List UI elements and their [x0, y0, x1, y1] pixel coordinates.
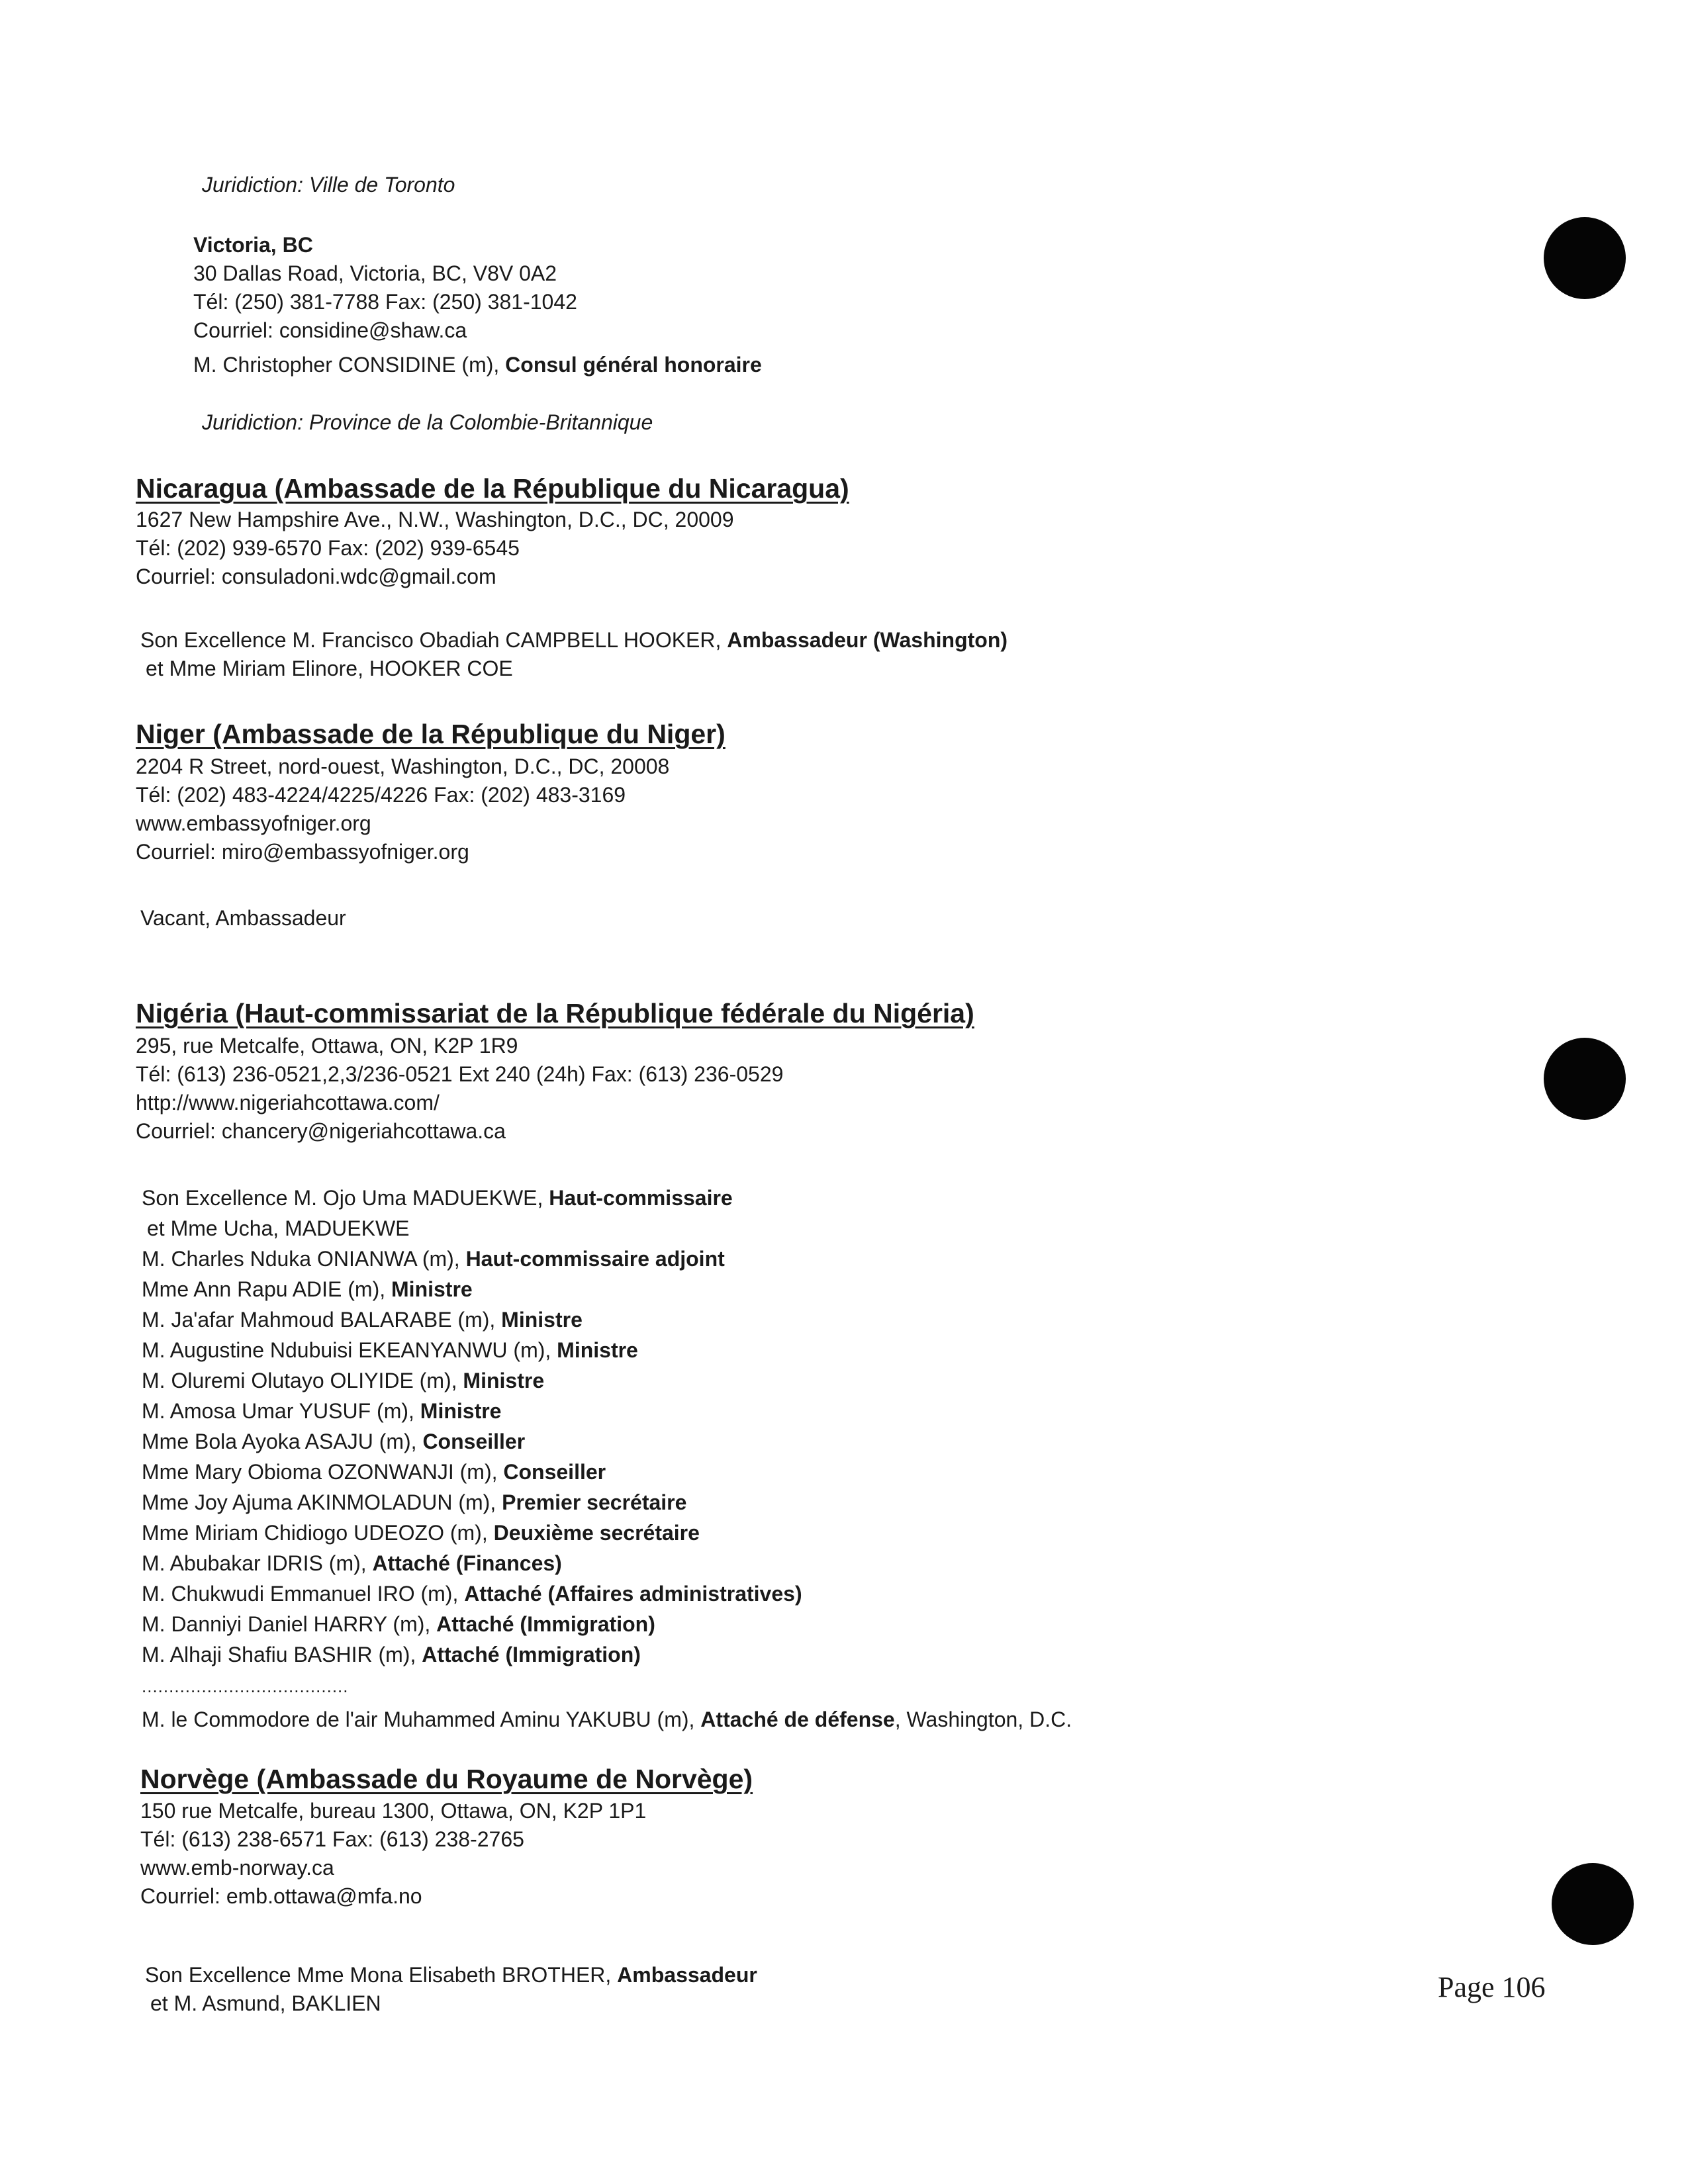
nigeria-contact — [136, 1032, 783, 1146]
staff-line: M. Oluremi Olutayo OLIYIDE (m), Ministre — [142, 1369, 545, 1392]
staff-line: M. Danniyi Daniel HARRY (m), Attaché (Immigration) — [142, 1612, 655, 1636]
staff-line: M. Ja'afar Mahmoud BALARABE (m), Ministre — [142, 1308, 583, 1332]
nigeria-heading: Nigéria (Haut-commissariat de la République fédérale du Nigéria) — [136, 998, 974, 1028]
staff-line: et Mme Miriam Elinore, HOOKER COE — [146, 657, 513, 680]
victoria-person-title: Consul général honoraire — [505, 353, 762, 377]
toronto-jurisdiction: Juridiction: Ville de Toronto — [202, 173, 455, 197]
nigeria-separator: ...................................... — [142, 1676, 349, 1696]
norvege-email: Courriel: emb.ottawa@mfa.no — [140, 1884, 422, 1908]
victoria-person-name: M. Christopher CONSIDINE (m), — [193, 353, 506, 377]
norvege-contact — [140, 1797, 646, 1911]
staff-line: Mme Mary Obioma OZONWANJI (m), Conseiller — [142, 1460, 606, 1484]
victoria-section — [193, 231, 577, 345]
staff-line: et Mme Ucha, MADUEKWE — [147, 1216, 410, 1240]
staff-line: Mme Joy Ajuma AKINMOLADUN (m), Premier secrétaire — [142, 1490, 687, 1514]
punch-hole-top — [1544, 217, 1626, 299]
staff-line: M. Alhaji Shafiu BASHIR (m), Attaché (Immigration) — [142, 1643, 641, 1666]
victoria-title: Victoria, BC — [193, 233, 313, 257]
nicaragua-heading: Nicaragua (Ambassade de la République du Nicaragua) — [136, 473, 849, 504]
staff-line: M. Augustine Ndubuisi EKEANYANWU (m), Ministre — [142, 1338, 638, 1362]
victoria-jurisdiction: Juridiction: Province de la Colombie-Britannique — [202, 410, 653, 434]
nigeria-email: Courriel: chancery@nigeriahcottawa.ca — [136, 1119, 506, 1143]
niger-heading: Niger (Ambassade de la République du Niger) — [136, 719, 726, 749]
nicaragua-email: Courriel: consuladoni.wdc@gmail.com — [136, 565, 496, 588]
victoria-address: 30 Dallas Road, Victoria, BC, V8V 0A2 — [193, 261, 557, 285]
staff-line: Son Excellence M. Ojo Uma MADUEKWE, Haut-commissaire — [142, 1186, 733, 1210]
punch-hole-middle — [1544, 1038, 1626, 1120]
staff-line: Mme Ann Rapu ADIE (m), Ministre — [142, 1277, 473, 1301]
norvege-staff — [145, 1961, 757, 2018]
punch-hole-bottom — [1552, 1863, 1634, 1945]
staff-line: M. Chukwudi Emmanuel IRO (m), Attaché (Affaires administratives) — [142, 1582, 802, 1606]
staff-line: Mme Miriam Chidiogo UDEOZO (m), Deuxième secrétaire — [142, 1521, 700, 1545]
nigeria-staff — [142, 1183, 802, 1670]
nigeria-address: 295, rue Metcalfe, Ottawa, ON, K2P 1R9 — [136, 1034, 518, 1058]
niger-web: www.embassyofniger.org — [136, 811, 371, 835]
nigeria-web: http://www.nigeriahcottawa.com/ — [136, 1091, 440, 1115]
staff-line: M. Charles Nduka ONIANWA (m), Haut-commissaire adjoint — [142, 1247, 725, 1271]
staff-line: Son Excellence M. Francisco Obadiah CAMPBELL HOOKER, Ambassadeur (Washington) — [140, 628, 1008, 652]
page-number: Page 106 — [1438, 1971, 1546, 2003]
norvege-heading: Norvège (Ambassade du Royaume de Norvège) — [140, 1764, 753, 1794]
niger-email: Courriel: miro@embassyofniger.org — [136, 840, 469, 864]
norvege-phone: Tél: (613) 238-6571 Fax: (613) 238-2765 — [140, 1827, 524, 1851]
staff-line: Son Excellence Mme Mona Elisabeth BROTHER, Ambassadeur — [145, 1963, 757, 1987]
victoria-person — [193, 351, 762, 379]
staff-line: M. Amosa Umar YUSUF (m), Ministre — [142, 1399, 502, 1423]
nigeria-phone: Tél: (613) 236-0521,2,3/236-0521 Ext 240 (24h) Fax: (613) 236-0529 — [136, 1062, 784, 1086]
nicaragua-staff — [140, 626, 1008, 683]
niger-phone: Tél: (202) 483-4224/4225/4226 Fax: (202) 483-3169 — [136, 783, 626, 807]
nicaragua-phone: Tél: (202) 939-6570 Fax: (202) 939-6545 — [136, 536, 520, 560]
staff-line: Mme Bola Ayoka ASAJU (m), Conseiller — [142, 1430, 526, 1453]
victoria-email: Courriel: considine@shaw.ca — [193, 318, 467, 342]
niger-address: 2204 R Street, nord-ouest, Washington, D.C., DC, 20008 — [136, 754, 670, 778]
nicaragua-contact — [136, 506, 734, 591]
niger-vacant: Vacant, Ambassadeur — [140, 906, 346, 930]
niger-contact — [136, 752, 669, 866]
norvege-web: www.emb-norway.ca — [140, 1856, 334, 1880]
norvege-address: 150 rue Metcalfe, bureau 1300, Ottawa, ON, K2P 1P1 — [140, 1799, 647, 1823]
nigeria-defense-attache: M. le Commodore de l'air Muhammed Aminu YAKUBU (m), Attaché de défense, Washington, D.C. — [142, 1707, 1072, 1731]
victoria-phone: Tél: (250) 381-7788 Fax: (250) 381-1042 — [193, 290, 577, 314]
staff-line: et M. Asmund, BAKLIEN — [150, 1991, 381, 2015]
nicaragua-address: 1627 New Hampshire Ave., N.W., Washington, D.C., DC, 20009 — [136, 508, 734, 531]
staff-line: M. Abubakar IDRIS (m), Attaché (Finances) — [142, 1551, 562, 1575]
